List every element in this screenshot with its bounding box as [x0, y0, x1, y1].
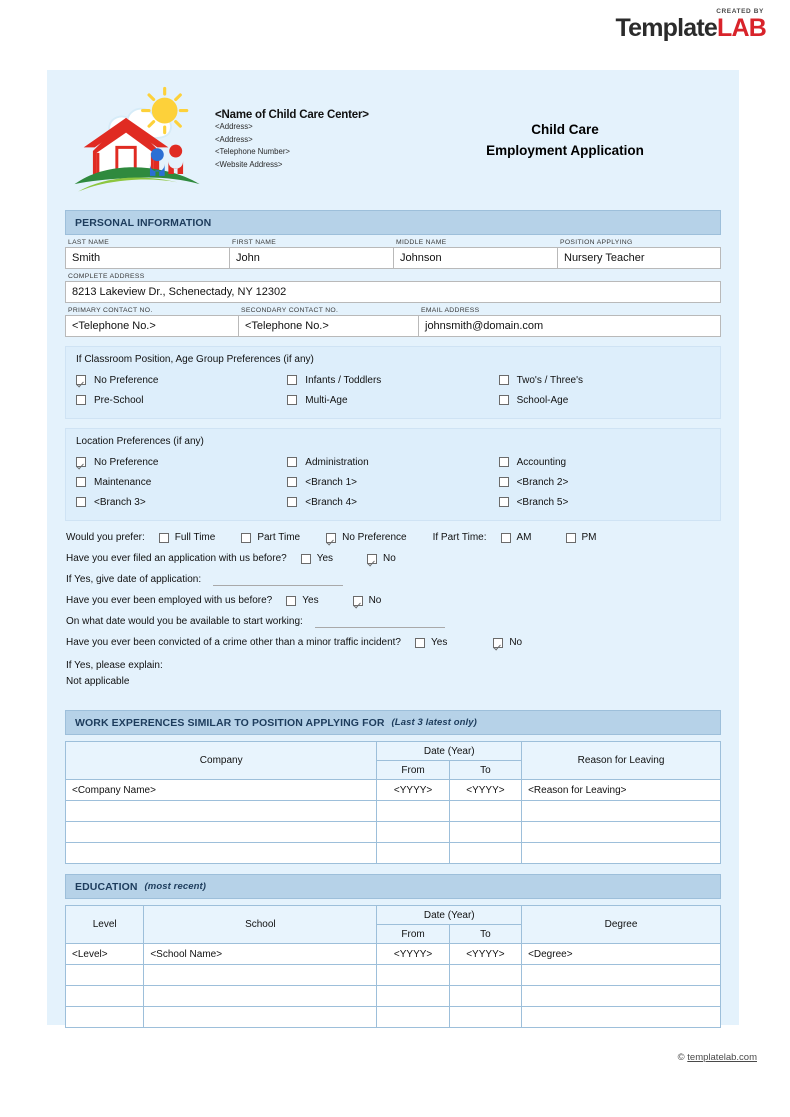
- table-row[interactable]: [66, 986, 721, 1007]
- checkbox-item-am[interactable]: [501, 532, 532, 543]
- question-row-available-start-date: [66, 611, 720, 632]
- field-last-name: [65, 235, 229, 269]
- checkbox-item-convicted-no[interactable]: [493, 637, 522, 648]
- age-group-options: [76, 370, 710, 410]
- table-header-row: [66, 742, 721, 761]
- input-middle-name[interactable]: Johnson: [393, 247, 558, 269]
- location-options: [76, 452, 710, 512]
- checkbox-label: <Branch 2>: [516, 476, 569, 488]
- form-panel: [47, 70, 739, 1025]
- header-degree: Degree: [522, 906, 721, 944]
- checkbox-item-twos-threes[interactable]: [499, 370, 710, 390]
- cell-school[interactable]: [144, 986, 377, 1007]
- checkbox-item-administration[interactable]: [287, 452, 498, 472]
- cell-level[interactable]: <Level>: [66, 944, 144, 965]
- checkbox-icon[interactable]: [499, 477, 509, 487]
- label-last-name: LAST NAME: [68, 239, 110, 246]
- cell-from[interactable]: <YYYY>: [377, 944, 449, 965]
- checkbox-item-part-time[interactable]: [241, 532, 300, 543]
- checkbox-label: No Preference: [342, 532, 407, 543]
- checkbox-label: Part Time: [257, 532, 301, 543]
- checkbox-item-maintenance[interactable]: [76, 472, 287, 492]
- table-row[interactable]: [66, 780, 721, 801]
- center-name: <Name of Child Care Center>: [215, 109, 369, 121]
- table-row[interactable]: [66, 944, 721, 965]
- label-if-part-time: If Part Time:: [432, 532, 487, 543]
- checkbox-label: No Preference: [94, 374, 159, 386]
- checkbox-icon[interactable]: [76, 477, 86, 487]
- templatelab-link[interactable]: templatelab.com: [687, 1052, 757, 1063]
- checkbox-label: <Branch 5>: [516, 496, 569, 508]
- checkbox-item-filed-before-yes[interactable]: [301, 553, 333, 564]
- address-row: [65, 269, 721, 303]
- center-identity: [215, 109, 445, 171]
- header-school: School: [144, 906, 377, 944]
- input-last-name[interactable]: Smith: [65, 247, 230, 269]
- cell-to[interactable]: <YYYY>: [449, 944, 521, 965]
- cell-company[interactable]: <Company Name>: [66, 780, 377, 801]
- cell-to[interactable]: [449, 1007, 521, 1028]
- checkbox-icon[interactable]: [501, 533, 511, 543]
- section-title-text: WORK EXPERENCES SIMILAR TO POSITION APPLYING FOR: [75, 716, 385, 729]
- checkbox-icon[interactable]: [159, 533, 169, 543]
- field-email-address: [418, 303, 721, 337]
- checkbox-item-branch-1[interactable]: [287, 472, 498, 492]
- checkbox-icon[interactable]: [76, 375, 86, 385]
- checkbox-item-loc-no-preference[interactable]: [76, 452, 287, 472]
- brand-name-dark: Template: [615, 14, 718, 42]
- cell-degree[interactable]: [522, 1007, 721, 1028]
- question-row-employed-before: [66, 590, 720, 611]
- header-date-year: Date (Year): [377, 906, 522, 925]
- label-first-name: FIRST NAME: [232, 239, 277, 246]
- checkbox-label: Full Time: [174, 532, 216, 543]
- checkbox-item-pre-school[interactable]: [76, 390, 287, 410]
- header-from: From: [377, 925, 449, 944]
- question-row-convicted: [66, 632, 720, 653]
- checkbox-icon[interactable]: [241, 533, 251, 543]
- table-row[interactable]: [66, 822, 721, 843]
- checkbox-icon[interactable]: [367, 554, 377, 564]
- cell-school[interactable]: <School Name>: [144, 944, 377, 965]
- cell-level[interactable]: [66, 1007, 144, 1028]
- location-preferences-box: [65, 428, 721, 521]
- checkbox-icon[interactable]: [499, 395, 509, 405]
- header-reason-for-leaving: Reason for Leaving: [522, 742, 721, 780]
- question-row-date-of-application: [66, 569, 720, 590]
- cell-from[interactable]: [377, 843, 449, 864]
- contact-row: [65, 303, 721, 337]
- checkbox-icon[interactable]: [76, 395, 86, 405]
- checkbox-label: No: [509, 637, 523, 648]
- cell-from[interactable]: [377, 822, 449, 843]
- header-to: To: [449, 925, 521, 944]
- checkbox-icon[interactable]: [499, 375, 509, 385]
- label-available-start-date: On what date would you be available to start working:: [66, 616, 303, 627]
- cell-school[interactable]: [144, 1007, 377, 1028]
- section-title-text: EDUCATION: [75, 880, 138, 893]
- label-employed-before: Have you ever been employed with us before?: [66, 595, 273, 606]
- center-website: <Website Address>: [215, 159, 283, 169]
- education-table-body: [66, 944, 721, 1028]
- input-first-name[interactable]: John: [229, 247, 394, 269]
- checkbox-label: Administration: [305, 456, 369, 468]
- label-secondary-contact: SECONDARY CONTACT NO.: [241, 307, 339, 314]
- checkbox-icon[interactable]: [76, 457, 86, 467]
- cell-from[interactable]: [377, 1007, 449, 1028]
- checkbox-label: Accounting: [516, 456, 567, 468]
- table-row[interactable]: [66, 965, 721, 986]
- checkbox-icon[interactable]: [499, 497, 509, 507]
- work-table-head: [66, 742, 721, 780]
- section-note-text: (most recent): [144, 881, 207, 892]
- checkbox-icon[interactable]: [499, 457, 509, 467]
- checkbox-icon[interactable]: [287, 497, 297, 507]
- checkbox-label: <Branch 4>: [305, 496, 358, 508]
- checkbox-icon[interactable]: [493, 638, 503, 648]
- section-note-text: (Last 3 latest only): [391, 717, 477, 728]
- checkbox-label: Yes: [316, 553, 334, 564]
- label-email-address: EMAIL ADDRESS: [421, 307, 480, 314]
- center-address-line-2: <Address>: [215, 134, 253, 144]
- checkbox-icon[interactable]: [326, 533, 336, 543]
- cell-reason[interactable]: [522, 801, 721, 822]
- checkbox-icon[interactable]: [286, 596, 296, 606]
- checkbox-label: PM: [581, 532, 597, 543]
- input-position-applying[interactable]: Nursery Teacher: [557, 247, 721, 269]
- document-title-line-1: Child Care: [531, 122, 599, 137]
- question-row-schedule-preference: [66, 527, 720, 548]
- input-available-start-date[interactable]: [315, 616, 445, 628]
- checkbox-icon[interactable]: [287, 477, 297, 487]
- cell-level[interactable]: [66, 965, 144, 986]
- checkbox-item-infants-toddlers[interactable]: [287, 370, 498, 390]
- checkbox-item-employed-before-yes[interactable]: [286, 595, 318, 606]
- cell-to[interactable]: [449, 822, 521, 843]
- section-header-education: [65, 874, 721, 899]
- table-row[interactable]: [66, 1007, 721, 1028]
- field-first-name: [229, 235, 393, 269]
- checkbox-label: Infants / Toddlers: [305, 374, 382, 386]
- center-address-line-1: <Address>: [215, 122, 253, 131]
- input-email-address[interactable]: johnsmith@domain.com: [418, 315, 721, 337]
- label-middle-name: MIDDLE NAME: [396, 239, 447, 246]
- header-date-year: Date (Year): [377, 742, 522, 761]
- cell-from[interactable]: [377, 965, 449, 986]
- education-table: [65, 905, 721, 1028]
- section-header-personal-information: [65, 210, 721, 235]
- checkbox-label: No: [368, 595, 382, 606]
- checkbox-label: Maintenance: [94, 476, 152, 488]
- checkbox-icon[interactable]: [301, 554, 311, 564]
- checkbox-item-pm[interactable]: [566, 532, 597, 543]
- cell-to[interactable]: [449, 965, 521, 986]
- cell-from[interactable]: [377, 801, 449, 822]
- label-would-you-prefer: Would you prefer:: [66, 532, 145, 543]
- input-complete-address[interactable]: 8213 Lakeview Dr., Schenectady, NY 12302: [65, 281, 721, 303]
- checkbox-label: AM: [516, 532, 532, 543]
- age-group-preferences-box: [65, 346, 721, 419]
- header-to: To: [449, 761, 521, 780]
- checkbox-label: <Branch 1>: [305, 476, 358, 488]
- location-preferences-title: Location Preferences (if any): [76, 436, 204, 447]
- field-complete-address: [65, 269, 721, 303]
- input-date-of-application[interactable]: [213, 574, 343, 586]
- label-convicted-of-crime: Have you ever been convicted of a crime other than a minor traffic incident?: [66, 637, 401, 648]
- checkbox-label: No: [383, 553, 396, 564]
- education-table-head: [66, 906, 721, 944]
- brand-logo-text: [616, 16, 766, 41]
- checkbox-label: Pre-School: [94, 394, 144, 406]
- checkbox-icon[interactable]: [287, 457, 297, 467]
- input-secondary-contact[interactable]: <Telephone No.>: [238, 315, 419, 337]
- cell-level[interactable]: [66, 986, 144, 1007]
- checkbox-item-multi-age[interactable]: [287, 390, 498, 410]
- cell-degree[interactable]: [522, 986, 721, 1007]
- checkbox-item-filed-before-no[interactable]: [367, 553, 396, 564]
- checkbox-item-convicted-yes[interactable]: [415, 637, 447, 648]
- label-filed-application-before: Have you ever filed an application with us before?: [66, 553, 287, 564]
- cell-school[interactable]: [144, 965, 377, 986]
- employment-questions: [65, 521, 721, 700]
- cell-degree[interactable]: [522, 965, 721, 986]
- checkbox-label: Yes: [302, 595, 319, 606]
- checkbox-icon[interactable]: [287, 375, 297, 385]
- checkbox-item-schedule-no-preference[interactable]: [326, 532, 406, 543]
- checkbox-item-branch-3[interactable]: [76, 492, 287, 512]
- checkbox-icon[interactable]: [287, 395, 297, 405]
- brand-name-red: LAB: [717, 14, 766, 42]
- cell-reason[interactable]: <Reason for Leaving>: [522, 780, 721, 801]
- label-position-applying: POSITION APPLYING: [560, 239, 633, 246]
- input-primary-contact[interactable]: <Telephone No.>: [65, 315, 239, 337]
- house-sun-children-logo-icon: [69, 81, 207, 199]
- cell-reason[interactable]: [522, 822, 721, 843]
- label-complete-address: COMPLETE ADDRESS: [68, 273, 145, 280]
- document-title-line-2: Employment Application: [486, 143, 644, 158]
- header-level: Level: [66, 906, 144, 944]
- checkbox-icon[interactable]: [566, 533, 576, 543]
- checkbox-item-branch-5[interactable]: [499, 492, 710, 512]
- field-secondary-contact: [238, 303, 418, 337]
- copyright-symbol: ©: [677, 1052, 685, 1063]
- checkbox-label: No Preference: [94, 456, 159, 468]
- table-row[interactable]: [66, 801, 721, 822]
- checkbox-label: School-Age: [516, 394, 569, 406]
- field-middle-name: [393, 235, 557, 269]
- footer-copyright: [0, 1052, 757, 1063]
- name-row: [65, 235, 721, 269]
- center-telephone: <Telephone Number>: [215, 147, 290, 156]
- cell-to[interactable]: <YYYY>: [449, 780, 521, 801]
- input-explain-value[interactable]: Not applicable: [66, 676, 130, 687]
- label-if-yes-explain: If Yes, please explain:: [66, 660, 163, 671]
- label-primary-contact: PRIMARY CONTACT NO.: [68, 307, 153, 314]
- checkbox-item-school-age[interactable]: [499, 390, 710, 410]
- cell-company[interactable]: [66, 801, 377, 822]
- work-table-body: [66, 780, 721, 864]
- cell-to[interactable]: [449, 986, 521, 1007]
- checkbox-label: Multi-Age: [305, 394, 348, 406]
- checkbox-label: <Branch 3>: [94, 496, 146, 508]
- checkbox-icon[interactable]: [415, 638, 425, 648]
- checkbox-item-employed-before-no[interactable]: [353, 595, 382, 606]
- checkbox-item-branch-4[interactable]: [287, 492, 498, 512]
- checkbox-item-branch-2[interactable]: [499, 472, 710, 492]
- table-header-row: [66, 906, 721, 925]
- cell-from[interactable]: <YYYY>: [377, 780, 449, 801]
- checkbox-item-accounting[interactable]: [499, 452, 710, 472]
- cell-company[interactable]: [66, 822, 377, 843]
- personal-information-fields: [65, 235, 721, 337]
- section-title-text: PERSONAL INFORMATION: [75, 216, 212, 229]
- letterhead: [47, 70, 739, 210]
- cell-company[interactable]: [66, 843, 377, 864]
- field-primary-contact: [65, 303, 238, 337]
- cell-from[interactable]: [377, 986, 449, 1007]
- header-company: Company: [66, 742, 377, 780]
- cell-to[interactable]: [449, 801, 521, 822]
- work-experience-table: [65, 741, 721, 864]
- question-row-filed-application-before: [66, 548, 720, 569]
- document-title: [445, 119, 721, 161]
- cell-reason[interactable]: [522, 843, 721, 864]
- checkbox-label: Two's / Three's: [516, 374, 584, 386]
- checkbox-item-age-no-preference[interactable]: [76, 370, 287, 390]
- checkbox-icon[interactable]: [76, 497, 86, 507]
- table-row[interactable]: [66, 843, 721, 864]
- templatelab-brand: [616, 8, 766, 41]
- field-position-applying: [557, 235, 721, 269]
- brand-created-by-label: CREATED BY: [716, 8, 764, 15]
- section-header-work-experiences: [65, 710, 721, 735]
- checkbox-label: Yes: [431, 637, 448, 648]
- cell-degree[interactable]: <Degree>: [522, 944, 721, 965]
- checkbox-icon[interactable]: [353, 596, 363, 606]
- age-group-preferences-title: If Classroom Position, Age Group Preferences (if any): [76, 354, 314, 365]
- checkbox-item-full-time[interactable]: [159, 532, 216, 543]
- label-if-yes-date-of-application: If Yes, give date of application:: [66, 574, 202, 585]
- cell-to[interactable]: [449, 843, 521, 864]
- header-from: From: [377, 761, 449, 780]
